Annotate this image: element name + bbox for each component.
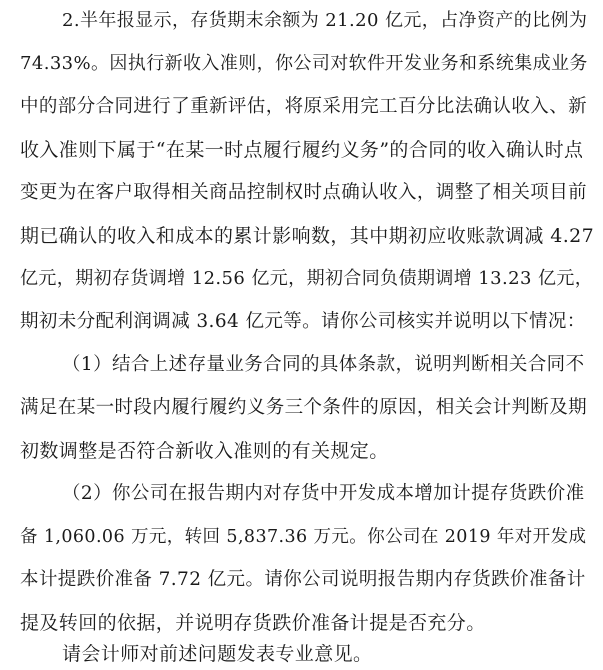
closing-line: 请会计师对前述问题发表专业意见。 xyxy=(62,643,373,665)
paragraph-line: 期已确认的收入和成本的累计影响数，其中期初应收账款调减 4.27 xyxy=(20,225,595,247)
sub-item-line: 初数调整是否符合新收入准则的有关规定。 xyxy=(20,440,389,462)
sub-item-line: （2）你公司在报告期内对存货中开发成本增加计提存货跌价准 xyxy=(62,483,585,504)
paragraph-line: 期初未分配利润调减 3.64 亿元等。请你公司核实并说明以下情况： xyxy=(20,311,586,332)
sub-item-line: 提及转回的依据，并说明存货跌价准备计提是否充分。 xyxy=(20,612,486,634)
sub-item-line: 备 1,060.06 万元，转回 5,837.36 万元。你公司在 2019 年对开发成 xyxy=(20,527,587,547)
paragraph-line: 中的部分合同进行了重新评估，将原采用完工百分比法确认收入、新 xyxy=(20,96,588,117)
paragraph-line: 2.半年报显示，存货期末余额为 21.20 亿元，占净资产的比例为 xyxy=(62,10,588,31)
paragraph-line: 74.33%。因执行新收入准则，你公司对软件开发业务和系统集成业务 xyxy=(20,53,588,74)
sub-item-line: 满足在某一时段内履行履约义务三个条件的原因，相关会计判断及期 xyxy=(20,397,588,418)
paragraph-line: 变更为在客户取得相关商品控制权时点确认收入，调整了相关项目前 xyxy=(20,182,588,203)
paragraph-line: 收入准则下属于“在某一时点履行履约义务”的合同的收入确认时点 xyxy=(20,139,584,161)
paragraph-line: 亿元，期初存货调增 12.56 亿元，期初合同负债期调增 13.23 亿元， xyxy=(20,268,594,289)
sub-item-line: 本计提跌价准备 7.72 亿元。请你公司说明报告期内存货跌价准备计 xyxy=(20,569,586,590)
sub-item-line: （1）结合上述存量业务合同的具体条款，说明判断相关合同不 xyxy=(62,354,585,375)
